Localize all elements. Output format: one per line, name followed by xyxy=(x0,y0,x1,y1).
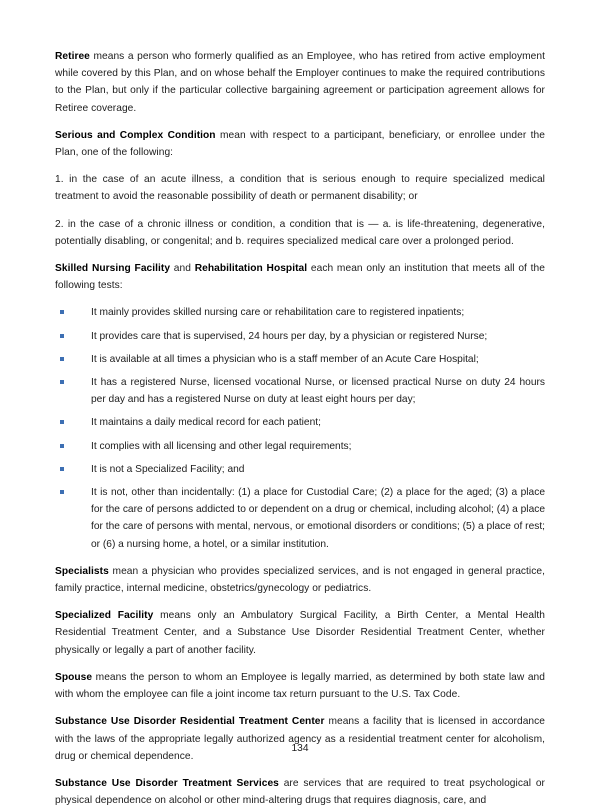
bullet-icon xyxy=(60,380,64,384)
serious-condition-item-2: 2. in the case of a chronic illness or condition, a condition that is — a. is life-threatening, degenerative, potentially disabling, or congenital; and b. requires specialized medical care over a prolonged period. xyxy=(55,218,545,247)
definition-specialists-body: mean a physician who provides specialized services, and is not engaged in general practice, family practice, internal medicine, obstetrics/gynecology or pediatrics. xyxy=(55,565,545,595)
list-item-text: It provides care that is supervised, 24 hours per day, by a physician or registered Nurse; xyxy=(91,330,488,342)
page-number: 134 xyxy=(291,743,309,754)
serious-condition-item-1: 1. in the case of an acute illness, a condition that is serious enough to require specialized medical treatment to avoid the reasonable possibility of death or permanent disability; or xyxy=(55,174,545,203)
term-rehabilitation-hospital: Rehabilitation Hospital xyxy=(194,263,308,275)
bullet-icon xyxy=(60,444,64,448)
definition-spouse-body: means the person to whom an Employee is legally married, as determined by both state law and with whom the employee can file a joint income tax return pursuant to the U.S. Tax Code. xyxy=(55,671,545,701)
definition-serious-and-complex-condition xyxy=(55,127,545,161)
term-serious-and-complex-condition: Serious and Complex Condition xyxy=(55,129,216,141)
list-item-text: It has a registered Nurse, licensed vocational Nurse, or licensed practical Nurse on duty 24 hours per day and has a registered Nurse on duty at least eight hours per day; xyxy=(91,377,545,406)
definition-specialized-facility-body: means only an Ambulatory Surgical Facility, a Birth Center, a Mental Health Residential Treatment Center, and a Substance Use Disorder Residential Treatment Center, whether physically or legally a part of another facility. xyxy=(55,610,545,656)
skilled-nursing-tests-list xyxy=(55,304,545,552)
list-item-text: It mainly provides skilled nursing care or rehabilitation care to registered inpatients; xyxy=(91,307,465,319)
list-item xyxy=(55,484,545,553)
bullet-icon xyxy=(60,490,64,494)
list-item xyxy=(55,304,545,321)
term-retiree: Retiree xyxy=(55,51,90,62)
list-item-text: It complies with all licensing and other legal requirements; xyxy=(91,440,352,452)
definition-sud-residential-treatment-center xyxy=(55,713,545,765)
definition-skilled-nursing-facility-body: each mean only an institution that meets all of the following tests: xyxy=(55,263,545,292)
term-specialized-facility: Specialized Facility xyxy=(55,610,154,622)
term-specialists: Specialists xyxy=(55,565,109,577)
term-skilled-nursing-facility: Skilled Nursing Facility xyxy=(55,263,171,275)
bullet-icon xyxy=(60,467,64,471)
definition-specialists xyxy=(55,563,545,597)
definition-skilled-nursing-facility xyxy=(55,260,545,294)
bullet-icon xyxy=(60,420,64,424)
term-spouse: Spouse xyxy=(55,671,93,683)
definition-retiree-body: means a person who formerly qualified as an Employee, who has retired from active employment while covered by this Plan, and on whose behalf the Employer continues to make the required contributions to the Plan, but only if the particular collective bargaining agreement or participation agreement allows for Retiree coverage. xyxy=(55,51,545,114)
list-item xyxy=(55,328,545,345)
list-item xyxy=(55,438,545,455)
definition-retiree xyxy=(55,48,545,117)
bullet-icon xyxy=(60,310,64,314)
list-item xyxy=(55,414,545,431)
list-item-text: It maintains a daily medical record for each patient; xyxy=(91,417,321,429)
list-item-text: It is available at all times a physician who is a staff member of an Acute Care Hospital; xyxy=(91,353,479,365)
bullet-icon xyxy=(60,334,64,338)
list-item xyxy=(55,351,545,368)
definition-specialized-facility xyxy=(55,607,545,659)
list-item xyxy=(55,374,545,408)
list-item-text: It is not a Specialized Facility; and xyxy=(91,463,245,475)
definition-sud-treatment-services-body: are services that are required to treat psychological or physical dependence on alcohol or other mind-altering drugs that requires diagnosis, care, and xyxy=(55,777,545,807)
bullet-icon xyxy=(60,357,64,361)
list-item xyxy=(55,461,545,478)
definition-sud-treatment-services xyxy=(55,775,545,809)
term-sud-treatment-services: Substance Use Disorder Treatment Services xyxy=(55,777,279,789)
definition-spouse xyxy=(55,669,545,703)
definition-sud-residential-treatment-center-body: means a facility that is licensed in accordance with the laws of the appropriate legally authorized agency as a residential treatment center for alcoholism, drug or chemical dependence. xyxy=(55,716,545,762)
definition-serious-and-complex-condition-body: mean with respect to a participant, beneficiary, or enrollee under the Plan, one of the following: xyxy=(55,129,545,159)
list-item-text: It is not, other than incidentally: (1) a place for Custodial Care; (2) a place for the aged; (3) a place for the care of persons addicted to or dependent on a drug or chemical, including alcohol; (4) a place for the care of persons with mental, nervous, or emotional disorders or conditions; (5) a place of rest; or (6) a nursing home, a hotel, or a similar institution. xyxy=(91,487,545,550)
document-body xyxy=(55,48,545,809)
skilled-nursing-conjunction: and xyxy=(170,263,195,275)
term-sud-residential-treatment-center: Substance Use Disorder Residential Treatment Center xyxy=(55,716,325,728)
